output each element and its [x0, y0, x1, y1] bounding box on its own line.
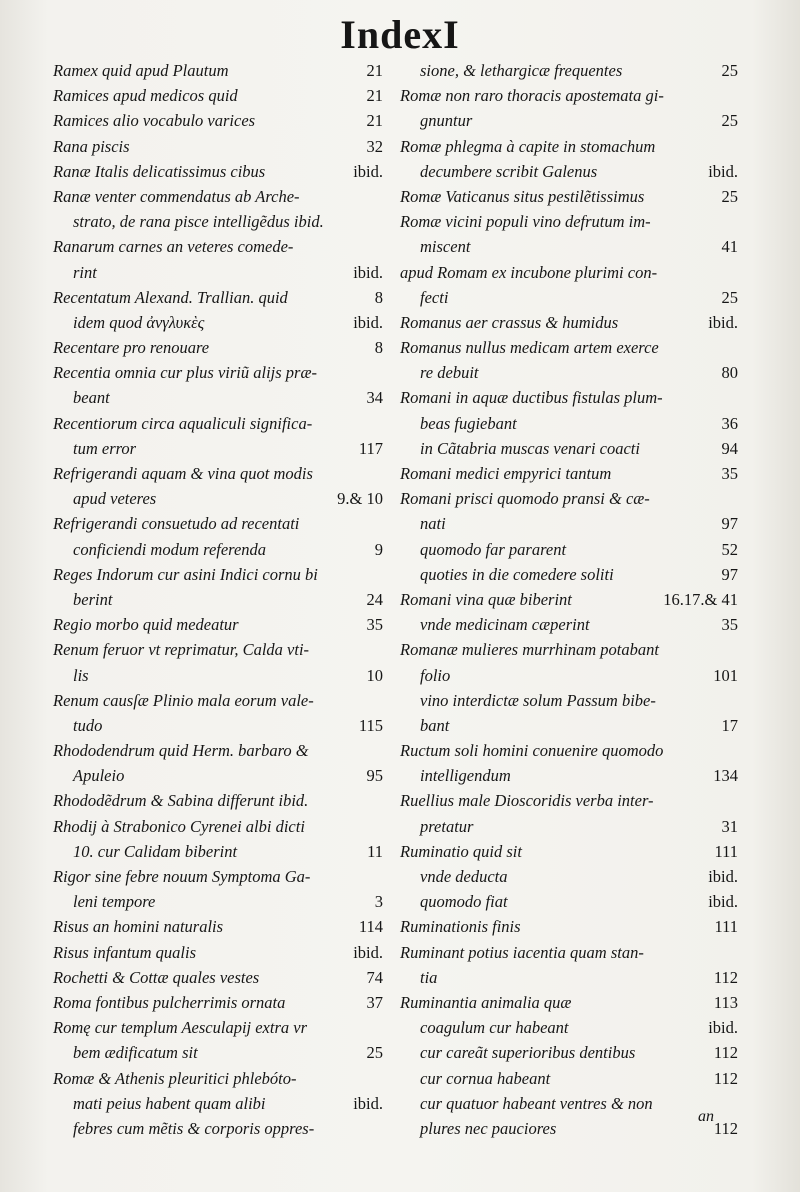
- index-entry-text: vnde deducta: [420, 867, 508, 886]
- index-entry-text: Ranæ Italis delicatissimus cibus: [53, 161, 266, 181]
- index-entry: [400, 713, 738, 738]
- index-entry: [53, 360, 383, 385]
- index-entry-page: 9: [374, 539, 383, 559]
- index-entry-text: Refrigerandi consuetudo ad recentati: [53, 514, 300, 534]
- index-entry-page: 41: [721, 237, 738, 257]
- index-entry-page: 112: [713, 1043, 738, 1063]
- index-entry-text: apud Romam ex incubone plurimi con-: [400, 262, 658, 282]
- index-entry: [53, 209, 383, 234]
- index-entry: [53, 1091, 383, 1116]
- index-entry-text: decumbere scribit Galenus: [420, 161, 598, 181]
- index-entry-text: sione, & lethargicæ frequentes: [420, 61, 623, 80]
- index-entry-page: ibid.: [353, 942, 383, 962]
- index-entry-text: Ranæ venter commendatus ab Arche-: [53, 186, 300, 206]
- index-entry: [400, 285, 738, 310]
- index-entry-page: ibid.: [353, 161, 383, 181]
- index-entry-page: 80: [721, 363, 738, 383]
- index-entry-text: leni tempore: [73, 892, 156, 912]
- index-entry-page: 9.& 10: [337, 489, 383, 509]
- index-entry-page: ibid.: [353, 312, 383, 332]
- index-entry: [53, 411, 383, 436]
- index-entry-text: fecti: [420, 287, 449, 307]
- index-entry-page: 35: [721, 464, 738, 483]
- index-entry-text: Renum feruor vt reprimatur, Calda vti-: [53, 640, 310, 660]
- index-entry-page: 21: [366, 86, 383, 106]
- index-entry-page: 8: [374, 338, 383, 358]
- index-entry-page: ibid.: [708, 161, 738, 181]
- index-entry: [53, 763, 383, 788]
- index-entry-page: 112: [713, 1118, 738, 1138]
- index-entry-text: Romanus nullus medicam artem exerce: [400, 338, 659, 358]
- index-entry-text: Ruminant potius iacentia quam stan-: [400, 942, 644, 962]
- index-entry-page: 11: [367, 841, 383, 861]
- index-entry-text: coagulum cur habeant: [420, 1018, 569, 1038]
- index-entry: [400, 184, 738, 209]
- index-entry-page: 21: [366, 111, 383, 131]
- page-header: IndexI: [340, 12, 460, 57]
- index-entry: [53, 385, 383, 410]
- index-entry: [400, 864, 738, 889]
- index-entry-text: Renum causſæ Plinio mala eorum vale-: [53, 690, 314, 710]
- index-entry-text: quomodo fiat: [420, 892, 508, 912]
- index-entry: [53, 688, 383, 713]
- index-entry: [400, 940, 738, 965]
- index-entry: [400, 260, 738, 285]
- index-entry-text: Recentare pro renouare: [53, 338, 210, 358]
- index-entry: [53, 184, 383, 209]
- index-entry-text: Rochetti & Cottæ quales vestes: [53, 967, 260, 987]
- index-entry-page: 34: [366, 388, 383, 408]
- index-entry-page: 25: [721, 186, 738, 206]
- index-entry-text: Rhodij à Strabonico Cyrenei albi dicti: [53, 816, 305, 836]
- index-entry-page: ibid.: [708, 892, 738, 912]
- index-entry: [400, 1091, 738, 1116]
- index-entry-page: 35: [366, 615, 383, 635]
- index-entry: [53, 461, 383, 486]
- index-column-right: [400, 58, 738, 1141]
- index-entry-text: Romanus aer crassus & humidus: [400, 312, 619, 332]
- index-entry: [53, 335, 383, 360]
- index-entry: [400, 58, 738, 83]
- index-entry-text: Romani vina quæ biberint: [400, 589, 572, 609]
- index-entry-page: 97: [721, 514, 738, 534]
- index-entry-page: 25: [366, 1043, 383, 1063]
- index-entry-page: 10: [366, 665, 383, 685]
- index-entry: [400, 436, 738, 461]
- index-entry-page: ibid.: [708, 1018, 738, 1038]
- index-entry-page: 17: [721, 715, 738, 735]
- index-entry: [53, 234, 383, 259]
- index-entry-text: lis: [73, 665, 89, 685]
- index-entry-page: 24: [366, 589, 383, 609]
- index-entry: [400, 612, 738, 637]
- index-entry: [400, 965, 738, 990]
- index-entry: [400, 234, 738, 259]
- index-entry: [53, 310, 383, 335]
- index-entry: [53, 108, 383, 133]
- index-entry: [400, 461, 738, 486]
- index-entry-text: Ruminatio quid sit: [400, 841, 522, 861]
- index-entry-text: febres cum mẽtis & corporis oppres-: [73, 1118, 315, 1138]
- index-entry-page: 52: [721, 539, 738, 559]
- index-entry-text: Romani medici empyrici tantum: [400, 464, 612, 483]
- index-entry-text: plures nec pauciores: [420, 1118, 557, 1138]
- index-entry: [53, 1040, 383, 1065]
- index-entry-page: 115: [358, 715, 383, 735]
- index-entry: [53, 940, 383, 965]
- index-column-left: [53, 58, 383, 1141]
- index-entry-text: tia: [420, 967, 438, 987]
- index-entry-text: Rana piscis: [53, 136, 130, 156]
- index-entry: [53, 486, 383, 511]
- index-entry-text: mati peius habent quam alibi: [73, 1093, 266, 1113]
- index-entry: [400, 1066, 738, 1091]
- index-entry: [400, 763, 738, 788]
- index-entry-text: miscent: [420, 237, 471, 257]
- index-entry-text: Ramex quid apud Plautum: [53, 61, 229, 80]
- index-entry-text: Recentatum Alexand. Trallian. quid: [53, 287, 288, 307]
- index-entry: [400, 335, 738, 360]
- index-entry: [53, 260, 383, 285]
- index-entry: [400, 360, 738, 385]
- index-entry: [53, 1116, 383, 1141]
- index-entry: [400, 209, 738, 234]
- index-entry-text: beant: [73, 388, 110, 408]
- index-entry: [400, 637, 738, 662]
- index-entry-text: Roma fontibus pulcherrimis ornata: [53, 992, 286, 1012]
- index-entry-text: 10. cur Calidam biberint: [73, 841, 238, 861]
- index-entry-text: bant: [420, 715, 450, 735]
- index-entry-text: Recentiorum circa aqualiculi significa-: [53, 413, 313, 433]
- index-entry: [53, 612, 383, 637]
- index-entry-text: Risus infantum qualis: [53, 942, 197, 962]
- index-entry-page: 3: [374, 892, 383, 912]
- index-entry-text: in Cãtabria muscas venari coacti: [420, 438, 640, 458]
- index-entry-text: cur careãt superioribus dentibus: [420, 1043, 636, 1063]
- index-entry-text: Romanæ mulieres murrhinam potabant: [400, 640, 659, 660]
- index-entry-text: Romæ non raro thoracis apostemata gi-: [400, 86, 664, 106]
- index-entry: [53, 83, 383, 108]
- index-entry: [400, 1015, 738, 1040]
- index-entry-text: Romę cur templum Aesculapij extra vr: [53, 1018, 308, 1038]
- index-entry-text: Apuleio: [73, 766, 125, 786]
- index-entry: [53, 788, 383, 813]
- index-entry: [400, 134, 738, 159]
- index-entry-page: 32: [366, 136, 383, 156]
- index-entry: [53, 990, 383, 1015]
- index-entry-text: tum error: [73, 438, 137, 458]
- index-entry-page: 112: [713, 967, 738, 987]
- index-entry-text: strato, de rana pisce intelligẽdus ibid.: [73, 212, 324, 232]
- index-entry: [400, 990, 738, 1015]
- index-entry: [53, 58, 383, 83]
- index-entry-text: vnde medicinam cæperint: [420, 615, 590, 635]
- index-entry-page: 134: [713, 766, 738, 786]
- index-entry-text: Ruminantia animalia quæ: [400, 992, 572, 1012]
- index-entry: [400, 663, 738, 688]
- index-entry-text: nati: [420, 514, 446, 534]
- index-entry: [53, 159, 383, 184]
- index-entry-text: Romæ vicini populi vino defrutum im-: [400, 212, 651, 232]
- index-entry: [400, 788, 738, 813]
- index-entry: [53, 965, 383, 990]
- index-entry: [400, 83, 738, 108]
- index-entry-text: idem quod ἀνγλυκὲς: [73, 312, 205, 332]
- index-entry-text: Ructum soli homini conuenire quomodo: [400, 741, 664, 761]
- index-entry-page: 25: [721, 287, 738, 307]
- index-entry-text: Refrigerandi aquam & vina quot modis: [53, 464, 313, 483]
- index-entry: [400, 411, 738, 436]
- index-entry-text: apud veteres: [73, 489, 157, 509]
- index-entry-text: pretatur: [420, 816, 474, 836]
- index-entry-text: Romæ phlegma à capite in stomachum: [400, 136, 656, 156]
- index-entry-page: 95: [366, 766, 383, 786]
- index-entry: [400, 108, 738, 133]
- index-entry: [400, 587, 738, 612]
- index-entry-page: 35: [721, 615, 738, 635]
- index-entry-text: Regio morbo quid medeatur: [53, 615, 239, 635]
- index-entry-text: Romani prisci quomodo pransi & cæ-: [400, 489, 650, 509]
- index-entry-text: quoties in die comedere soliti: [420, 564, 614, 584]
- index-entry: [400, 1116, 738, 1141]
- index-entry: [53, 864, 383, 889]
- index-entry-text: gnuntur: [420, 111, 473, 131]
- index-entry-page: ibid.: [353, 1093, 383, 1113]
- index-entry-page: 36: [721, 413, 738, 433]
- index-entry-text: Reges Indorum cur asini Indici cornu bi: [53, 564, 318, 584]
- index-entry: [400, 385, 738, 410]
- index-entry: [53, 814, 383, 839]
- index-entry-page: ibid.: [708, 867, 738, 886]
- index-entry-text: Romæ & Athenis pleuritici phlebóto-: [53, 1068, 297, 1088]
- index-entry: [400, 914, 738, 939]
- index-entry-text: Ramices alio vocabulo varices: [53, 111, 256, 131]
- index-entry-page: 117: [358, 438, 383, 458]
- index-entry-page: 74: [366, 967, 383, 987]
- index-entry: [400, 1040, 738, 1065]
- index-entry-text: intelligendum: [420, 766, 511, 786]
- index-entry: [53, 587, 383, 612]
- index-entry: [53, 537, 383, 562]
- index-entry: [53, 511, 383, 536]
- index-entry-text: Ruminationis finis: [400, 917, 521, 937]
- index-entry: [400, 537, 738, 562]
- index-entry: [400, 486, 738, 511]
- index-entry: [400, 511, 738, 536]
- index-entry-page: ibid.: [353, 262, 383, 282]
- index-entry-text: Romæ Vaticanus situs pestilẽtissimus: [400, 186, 645, 206]
- index-entry-text: folio: [420, 665, 451, 685]
- index-entry: [400, 738, 738, 763]
- index-entry: [53, 839, 383, 864]
- index-entry-text: Recentia omnia cur plus viriũ alijs præ-: [53, 363, 317, 383]
- index-entry-text: Rhododẽdrum & Sabina differunt ibid.: [53, 791, 309, 811]
- index-entry-page: 111: [714, 917, 738, 937]
- index-entry-text: cur cornua habeant: [420, 1068, 551, 1088]
- index-entry-text: vino interdictæ solum Passum bibe-: [420, 690, 656, 710]
- index-entry-page: 21: [366, 61, 383, 80]
- index-entry-text: Rhododendrum quid Herm. barbaro &: [53, 741, 309, 761]
- index-entry: [400, 310, 738, 335]
- index-entry: [53, 1066, 383, 1091]
- index-entry: [53, 914, 383, 939]
- index-entry-text: Romani in aquæ ductibus fistulas plum-: [400, 388, 663, 408]
- index-entry-text: re debuit: [420, 363, 479, 383]
- index-entry-page: 31: [721, 816, 738, 836]
- index-entry-page: 37: [366, 992, 383, 1012]
- index-entry: [400, 839, 738, 864]
- index-entry-page: 113: [713, 992, 738, 1012]
- index-entry-page: 111: [714, 841, 738, 861]
- index-entry: [400, 889, 738, 914]
- index-entry-text: conficiendi modum referenda: [73, 539, 267, 559]
- index-entry-page: 16.17.& 41: [663, 589, 738, 609]
- index-entry-text: rint: [73, 262, 97, 282]
- index-entry-page: 94: [721, 438, 738, 458]
- index-entry: [53, 889, 383, 914]
- index-entry-text: Rigor sine febre nouum Symptoma Ga-: [53, 867, 311, 886]
- index-entry-text: cur quatuor habeant ventres & non: [420, 1093, 653, 1113]
- index-entry-page: ibid.: [708, 312, 738, 332]
- index-entry: [53, 713, 383, 738]
- index-entry: [53, 436, 383, 461]
- index-entry: [53, 1015, 383, 1040]
- index-entry: [400, 814, 738, 839]
- index-entry-text: berint: [73, 589, 113, 609]
- index-entry-text: tudo: [73, 715, 103, 735]
- index-entry: [400, 688, 738, 713]
- index-entry: [53, 134, 383, 159]
- index-entry: [53, 738, 383, 763]
- index-entry-text: bem ædificatum sit: [73, 1043, 198, 1063]
- index-entry: [53, 562, 383, 587]
- index-entry-text: Ramices apud medicos quid: [53, 86, 238, 106]
- index-entry-page: 114: [358, 917, 383, 937]
- index-entry-text: beas fugiebant: [420, 413, 517, 433]
- index-entry: [53, 637, 383, 662]
- index-entry-page: 101: [713, 665, 738, 685]
- index-entry: [400, 562, 738, 587]
- index-entry-page: 97: [721, 564, 738, 584]
- index-entry-text: Ruellius male Dioscoridis verba inter-: [400, 791, 654, 811]
- index-entry-text: Ranarum carnes an veteres comede-: [53, 237, 294, 257]
- index-entry: [53, 285, 383, 310]
- index-entry: [53, 663, 383, 688]
- index-entry-page: 25: [721, 61, 738, 80]
- index-entry-text: quomodo far pararent: [420, 539, 567, 559]
- index-entry-page: 25: [721, 111, 738, 131]
- index-entry-page: 112: [713, 1068, 738, 1088]
- index-entry-page: 8: [374, 287, 383, 307]
- index-entry: [400, 159, 738, 184]
- catchword: an: [698, 1108, 714, 1125]
- index-entry-text: Risus an homini naturalis: [53, 917, 224, 937]
